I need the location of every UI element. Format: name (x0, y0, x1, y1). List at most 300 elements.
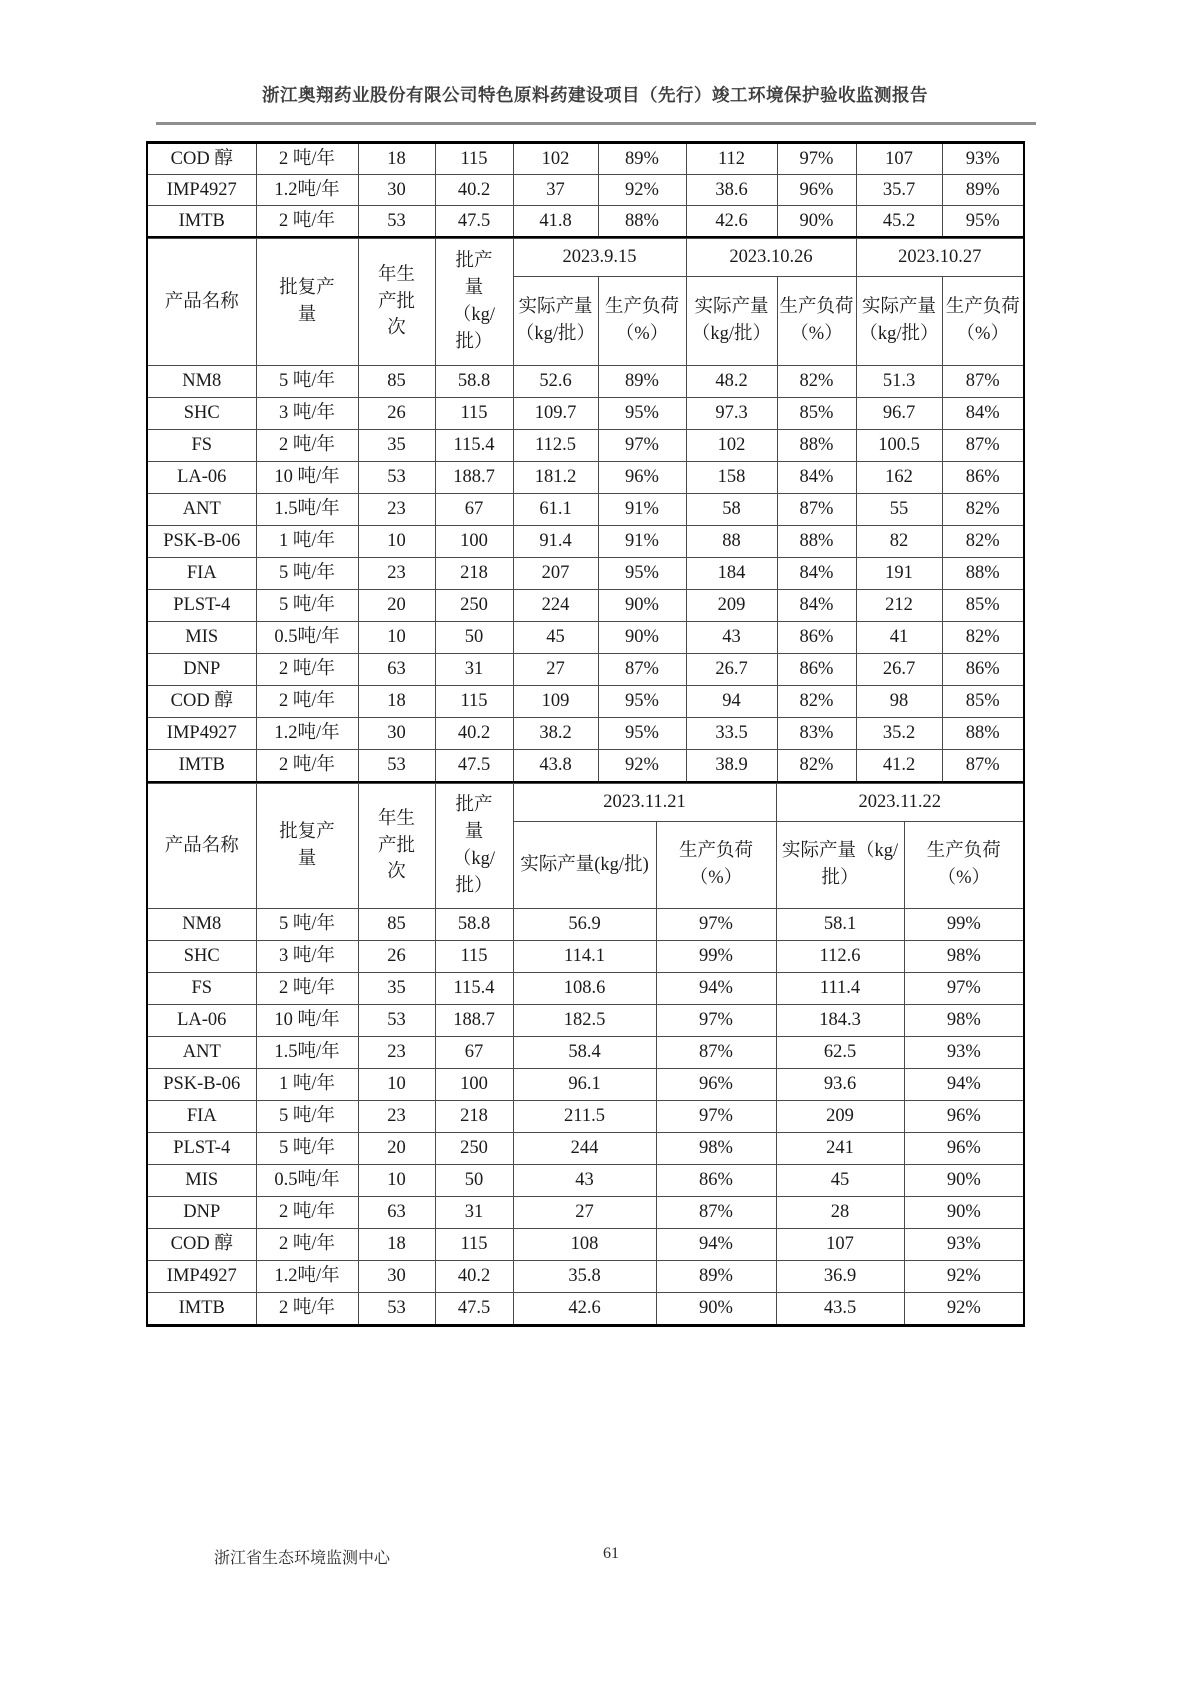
value-cell: 184.3 (776, 1005, 904, 1037)
table-row (147, 1165, 1024, 1197)
value-cell: 88% (598, 206, 686, 238)
value-cell: 84% (942, 398, 1024, 430)
page-title: 浙江奥翔药业股份有限公司特色原料药建设项目（先行）竣工环境保护验收监测报告 (262, 85, 928, 105)
col-header-product: 产品名称 (147, 239, 256, 366)
product-name-cell: SHC (147, 941, 256, 973)
value-cell: 35.8 (513, 1261, 656, 1293)
value-cell: 3 吨/年 (256, 941, 358, 973)
product-name-cell: FIA (147, 558, 256, 590)
value-cell: 2 吨/年 (256, 1197, 358, 1229)
value-cell: 43 (513, 1165, 656, 1197)
value-cell: 84% (777, 590, 856, 622)
value-cell: 1.2吨/年 (256, 175, 358, 206)
value-cell: 5 吨/年 (256, 590, 358, 622)
table-row (147, 654, 1024, 686)
table-row (147, 1229, 1024, 1261)
value-cell: 87% (942, 430, 1024, 462)
table-row (147, 909, 1024, 941)
col-header-batch-output: 批产量（kg/批） (435, 784, 513, 909)
product-name-cell: LA-06 (147, 462, 256, 494)
value-cell: 92% (598, 175, 686, 206)
product-name-cell: IMTB (147, 1293, 256, 1326)
table-row (147, 686, 1024, 718)
value-cell: 88% (777, 526, 856, 558)
table-row (147, 1293, 1024, 1326)
value-cell: 244 (513, 1133, 656, 1165)
value-cell: 207 (513, 558, 598, 590)
value-cell: 93% (904, 1037, 1024, 1069)
value-cell: 96% (777, 175, 856, 206)
value-cell: 82% (942, 494, 1024, 526)
subcol-actual-output-3: 实际产量（kg/批） (856, 277, 942, 366)
value-cell: 87% (942, 366, 1024, 398)
tables-region (146, 141, 1025, 1327)
value-cell: 107 (856, 143, 942, 175)
value-cell: 45.2 (856, 206, 942, 238)
value-cell: 84% (777, 558, 856, 590)
value-cell: 18 (358, 1229, 435, 1261)
value-cell: 97% (904, 973, 1024, 1005)
value-cell: 58.4 (513, 1037, 656, 1069)
value-cell: 91% (598, 526, 686, 558)
value-cell: 27 (513, 1197, 656, 1229)
value-cell: 20 (358, 1133, 435, 1165)
value-cell: 58 (686, 494, 777, 526)
product-name-cell: ANT (147, 494, 256, 526)
value-cell: 58.8 (435, 366, 513, 398)
col-header-batches: 年生产批次 (358, 784, 435, 909)
value-cell: 82% (777, 750, 856, 783)
value-cell: 61.1 (513, 494, 598, 526)
value-cell: 182.5 (513, 1005, 656, 1037)
value-cell: 250 (435, 590, 513, 622)
value-cell: 67 (435, 494, 513, 526)
value-cell: 96% (598, 462, 686, 494)
product-name-cell: PSK-B-06 (147, 526, 256, 558)
value-cell: 26.7 (686, 654, 777, 686)
value-cell: 83% (777, 718, 856, 750)
value-cell: 50 (435, 1165, 513, 1197)
product-name-cell: LA-06 (147, 1005, 256, 1037)
table-row (147, 398, 1024, 430)
value-cell: 224 (513, 590, 598, 622)
table-row (147, 1197, 1024, 1229)
value-cell: 211.5 (513, 1101, 656, 1133)
product-name-cell: NM8 (147, 366, 256, 398)
col-header-product: 产品名称 (147, 784, 256, 909)
value-cell: 112 (686, 143, 777, 175)
value-cell: 38.6 (686, 175, 777, 206)
header-date-row (147, 784, 1024, 822)
value-cell: 5 吨/年 (256, 909, 358, 941)
product-name-cell: COD 醇 (147, 686, 256, 718)
value-cell: 92% (598, 750, 686, 783)
value-cell: 86% (777, 654, 856, 686)
value-cell: 97% (656, 1101, 776, 1133)
value-cell: 209 (776, 1101, 904, 1133)
value-cell: 95% (598, 558, 686, 590)
value-cell: 1 吨/年 (256, 526, 358, 558)
value-cell: 30 (358, 175, 435, 206)
value-cell: 82% (942, 622, 1024, 654)
subcol-actual-output-1: 实际产量（kg/批） (513, 277, 598, 366)
table-row (147, 494, 1024, 526)
value-cell: 98% (904, 1005, 1024, 1037)
table-row (147, 558, 1024, 590)
value-cell: 100 (435, 526, 513, 558)
value-cell: 93% (942, 143, 1024, 175)
col-header-batch-output: 批产量（kg/批） (435, 239, 513, 366)
table-row (147, 143, 1024, 175)
value-cell: 63 (358, 1197, 435, 1229)
value-cell: 47.5 (435, 1293, 513, 1326)
value-cell: 114.1 (513, 941, 656, 973)
value-cell: 95% (598, 398, 686, 430)
value-cell: 102 (686, 430, 777, 462)
table-row (147, 1069, 1024, 1101)
continuation-table (146, 141, 1025, 238)
value-cell: 10 (358, 622, 435, 654)
table-row (147, 175, 1024, 206)
product-name-cell: MIS (147, 1165, 256, 1197)
value-cell: 89% (656, 1261, 776, 1293)
value-cell: 1.5吨/年 (256, 494, 358, 526)
value-cell: 184 (686, 558, 777, 590)
col-header-approved: 批复产量 (256, 784, 358, 909)
value-cell: 191 (856, 558, 942, 590)
value-cell: 86% (942, 462, 1024, 494)
value-cell: 0.5吨/年 (256, 1165, 358, 1197)
table-row (147, 1101, 1024, 1133)
value-cell: 95% (598, 686, 686, 718)
value-cell: 96.1 (513, 1069, 656, 1101)
value-cell: 97% (656, 909, 776, 941)
product-name-cell: NM8 (147, 909, 256, 941)
value-cell: 96.7 (856, 398, 942, 430)
value-cell: 90% (598, 622, 686, 654)
value-cell: 5 吨/年 (256, 366, 358, 398)
product-name-cell: COD 醇 (147, 1229, 256, 1261)
table-row (147, 1133, 1024, 1165)
col-header-batches: 年生产批次 (358, 239, 435, 366)
value-cell: 89% (598, 143, 686, 175)
value-cell: 38.9 (686, 750, 777, 783)
value-cell: 48.2 (686, 366, 777, 398)
value-cell: 98% (904, 941, 1024, 973)
value-cell: 26 (358, 941, 435, 973)
value-cell: 37 (513, 175, 598, 206)
value-cell: 50 (435, 622, 513, 654)
product-name-cell: COD 醇 (147, 143, 256, 175)
value-cell: 97.3 (686, 398, 777, 430)
value-cell: 1.2吨/年 (256, 1261, 358, 1293)
value-cell: 162 (856, 462, 942, 494)
product-name-cell: ANT (147, 1037, 256, 1069)
value-cell: 96% (656, 1069, 776, 1101)
value-cell: 96% (904, 1101, 1024, 1133)
value-cell: 10 (358, 1165, 435, 1197)
value-cell: 85 (358, 366, 435, 398)
nov-table (146, 783, 1025, 1327)
value-cell: 47.5 (435, 750, 513, 783)
value-cell: 115 (435, 941, 513, 973)
value-cell: 67 (435, 1037, 513, 1069)
value-cell: 5 吨/年 (256, 558, 358, 590)
value-cell: 1.2吨/年 (256, 718, 358, 750)
value-cell: 18 (358, 143, 435, 175)
value-cell: 45 (513, 622, 598, 654)
value-cell: 218 (435, 1101, 513, 1133)
product-name-cell: IMP4927 (147, 1261, 256, 1293)
table-row (147, 462, 1024, 494)
subcol-load-1: 生产负荷（%） (598, 277, 686, 366)
value-cell: 35.2 (856, 718, 942, 750)
value-cell: 99% (656, 941, 776, 973)
value-cell: 10 吨/年 (256, 462, 358, 494)
value-cell: 41 (856, 622, 942, 654)
value-cell: 88% (942, 718, 1024, 750)
value-cell: 88% (777, 430, 856, 462)
value-cell: 209 (686, 590, 777, 622)
value-cell: 102 (513, 143, 598, 175)
value-cell: 85 (358, 909, 435, 941)
value-cell: 108.6 (513, 973, 656, 1005)
value-cell: 5 吨/年 (256, 1101, 358, 1133)
table-row (147, 750, 1024, 783)
table-row (147, 941, 1024, 973)
value-cell: 85% (942, 686, 1024, 718)
value-cell: 89% (598, 366, 686, 398)
value-cell: 56.9 (513, 909, 656, 941)
value-cell: 97% (598, 430, 686, 462)
value-cell: 99% (904, 909, 1024, 941)
value-cell: 86% (777, 622, 856, 654)
value-cell: 3 吨/年 (256, 398, 358, 430)
value-cell: 109.7 (513, 398, 598, 430)
value-cell: 36.9 (776, 1261, 904, 1293)
value-cell: 62.5 (776, 1037, 904, 1069)
value-cell: 47.5 (435, 206, 513, 238)
value-cell: 52.6 (513, 366, 598, 398)
value-cell: 82 (856, 526, 942, 558)
value-cell: 20 (358, 590, 435, 622)
table-row (147, 1005, 1024, 1037)
table-row (147, 718, 1024, 750)
value-cell: 115.4 (435, 430, 513, 462)
value-cell: 82% (777, 686, 856, 718)
value-cell: 87% (777, 494, 856, 526)
value-cell: 94% (904, 1069, 1024, 1101)
value-cell: 51.3 (856, 366, 942, 398)
value-cell: 35 (358, 430, 435, 462)
value-cell: 23 (358, 494, 435, 526)
table-row (147, 622, 1024, 654)
product-name-cell: IMTB (147, 750, 256, 783)
value-cell: 53 (358, 1005, 435, 1037)
value-cell: 87% (942, 750, 1024, 783)
value-cell: 89% (942, 175, 1024, 206)
value-cell: 241 (776, 1133, 904, 1165)
subcol-load-2: 生产负荷（%） (777, 277, 856, 366)
value-cell: 112.5 (513, 430, 598, 462)
value-cell: 90% (904, 1197, 1024, 1229)
product-name-cell: IMP4927 (147, 175, 256, 206)
value-cell: 212 (856, 590, 942, 622)
value-cell: 115 (435, 143, 513, 175)
value-cell: 63 (358, 654, 435, 686)
value-cell: 2 吨/年 (256, 750, 358, 783)
value-cell: 98% (656, 1133, 776, 1165)
product-name-cell: FS (147, 973, 256, 1005)
value-cell: 93.6 (776, 1069, 904, 1101)
product-name-cell: IMTB (147, 206, 256, 238)
table-row (147, 366, 1024, 398)
value-cell: 53 (358, 206, 435, 238)
value-cell: 41.8 (513, 206, 598, 238)
value-cell: 86% (656, 1165, 776, 1197)
value-cell: 158 (686, 462, 777, 494)
value-cell: 2 吨/年 (256, 1293, 358, 1326)
value-cell: 35.7 (856, 175, 942, 206)
value-cell: 35 (358, 973, 435, 1005)
date-header-3: 2023.10.27 (856, 239, 1024, 277)
footer-org-name: 浙江省生态环境监测中心 (214, 1550, 391, 1567)
value-cell: 85% (777, 398, 856, 430)
value-cell: 1.5吨/年 (256, 1037, 358, 1069)
page-number: 61 (603, 1545, 619, 1562)
value-cell: 10 吨/年 (256, 1005, 358, 1037)
value-cell: 42.6 (513, 1293, 656, 1326)
value-cell: 115 (435, 1229, 513, 1261)
value-cell: 58.8 (435, 909, 513, 941)
value-cell: 55 (856, 494, 942, 526)
value-cell: 28 (776, 1197, 904, 1229)
value-cell: 40.2 (435, 718, 513, 750)
product-name-cell: FIA (147, 1101, 256, 1133)
value-cell: 115 (435, 686, 513, 718)
value-cell: 188.7 (435, 1005, 513, 1037)
value-cell: 26 (358, 398, 435, 430)
value-cell: 115.4 (435, 973, 513, 1005)
date-header-1: 2023.11.21 (513, 784, 776, 822)
product-name-cell: PSK-B-06 (147, 1069, 256, 1101)
value-cell: 88% (942, 558, 1024, 590)
value-cell: 91.4 (513, 526, 598, 558)
value-cell: 88 (686, 526, 777, 558)
value-cell: 5 吨/年 (256, 1133, 358, 1165)
value-cell: 23 (358, 558, 435, 590)
value-cell: 18 (358, 686, 435, 718)
value-cell: 0.5吨/年 (256, 622, 358, 654)
value-cell: 96% (904, 1133, 1024, 1165)
subcol-load-2: 生产负荷（%） (904, 822, 1024, 909)
value-cell: 94% (656, 1229, 776, 1261)
date-header-2: 2023.10.26 (686, 239, 856, 277)
value-cell: 42.6 (686, 206, 777, 238)
subcol-load-1: 生产负荷（%） (656, 822, 776, 909)
product-name-cell: IMP4927 (147, 718, 256, 750)
value-cell: 53 (358, 750, 435, 783)
header-rule (156, 122, 1036, 125)
value-cell: 40.2 (435, 1261, 513, 1293)
value-cell: 108 (513, 1229, 656, 1261)
table-row (147, 206, 1024, 238)
product-name-cell: MIS (147, 622, 256, 654)
product-name-cell: SHC (147, 398, 256, 430)
value-cell: 93% (904, 1229, 1024, 1261)
col-header-approved: 批复产量 (256, 239, 358, 366)
value-cell: 82% (777, 366, 856, 398)
value-cell: 53 (358, 462, 435, 494)
value-cell: 84% (777, 462, 856, 494)
value-cell: 107 (776, 1229, 904, 1261)
value-cell: 98 (856, 686, 942, 718)
value-cell: 41.2 (856, 750, 942, 783)
value-cell: 90% (598, 590, 686, 622)
value-cell: 250 (435, 1133, 513, 1165)
value-cell: 43.8 (513, 750, 598, 783)
value-cell: 95% (942, 206, 1024, 238)
sep-oct-table (146, 238, 1025, 783)
value-cell: 86% (942, 654, 1024, 686)
value-cell: 30 (358, 1261, 435, 1293)
value-cell: 92% (904, 1293, 1024, 1326)
table-row (147, 973, 1024, 1005)
table-row (147, 430, 1024, 462)
value-cell: 2 吨/年 (256, 430, 358, 462)
table-row (147, 1261, 1024, 1293)
value-cell: 90% (904, 1165, 1024, 1197)
subcol-actual-output-2: 实际产量（kg/批） (776, 822, 904, 909)
value-cell: 188.7 (435, 462, 513, 494)
value-cell: 26.7 (856, 654, 942, 686)
value-cell: 87% (656, 1037, 776, 1069)
value-cell: 111.4 (776, 973, 904, 1005)
value-cell: 90% (777, 206, 856, 238)
subcol-load-3: 生产负荷（%） (942, 277, 1024, 366)
value-cell: 2 吨/年 (256, 1229, 358, 1261)
value-cell: 100 (435, 1069, 513, 1101)
value-cell: 82% (942, 526, 1024, 558)
value-cell: 87% (598, 654, 686, 686)
value-cell: 31 (435, 654, 513, 686)
value-cell: 97% (656, 1005, 776, 1037)
subcol-actual-output-2: 实际产量（kg/批） (686, 277, 777, 366)
value-cell: 218 (435, 558, 513, 590)
value-cell: 94 (686, 686, 777, 718)
value-cell: 87% (656, 1197, 776, 1229)
value-cell: 53 (358, 1293, 435, 1326)
value-cell: 94% (656, 973, 776, 1005)
value-cell: 27 (513, 654, 598, 686)
subcol-actual-output-1: 实际产量(kg/批) (513, 822, 656, 909)
product-name-cell: DNP (147, 1197, 256, 1229)
header-date-row (147, 239, 1024, 277)
product-name-cell: DNP (147, 654, 256, 686)
product-name-cell: PLST-4 (147, 1133, 256, 1165)
value-cell: 31 (435, 1197, 513, 1229)
value-cell: 10 (358, 1069, 435, 1101)
value-cell: 33.5 (686, 718, 777, 750)
value-cell: 23 (358, 1101, 435, 1133)
table-row (147, 526, 1024, 558)
value-cell: 97% (777, 143, 856, 175)
value-cell: 23 (358, 1037, 435, 1069)
value-cell: 2 吨/年 (256, 654, 358, 686)
value-cell: 90% (656, 1293, 776, 1326)
product-name-cell: FS (147, 430, 256, 462)
value-cell: 109 (513, 686, 598, 718)
